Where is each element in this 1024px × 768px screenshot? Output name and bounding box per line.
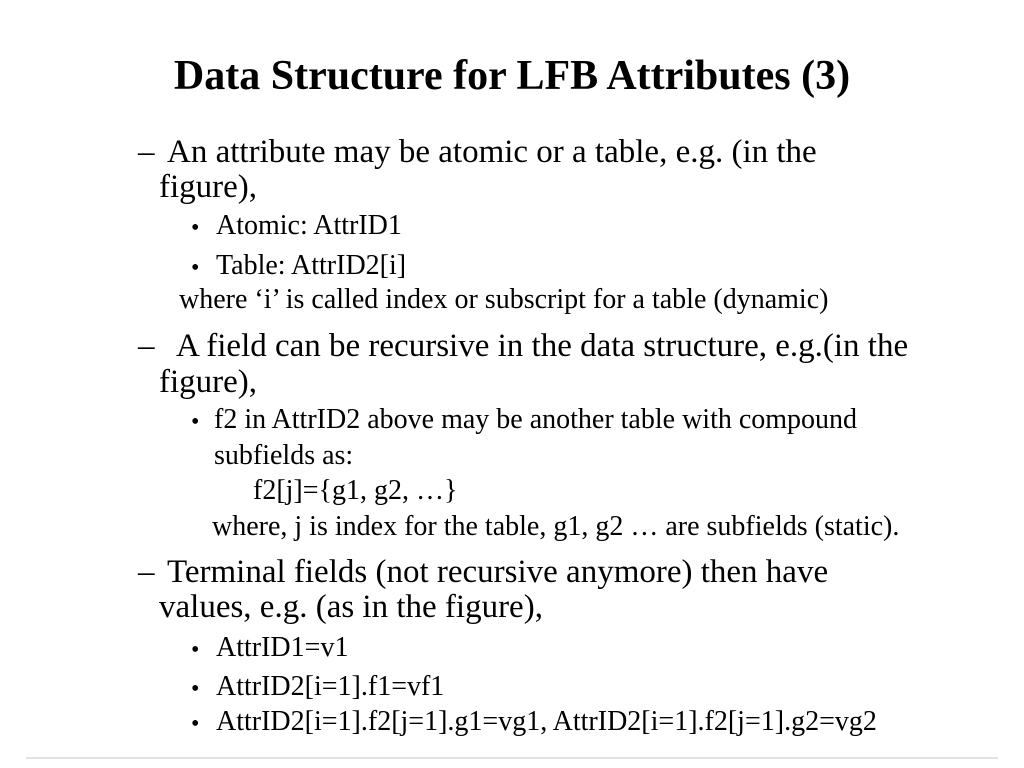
sub-bullet: AttrID2[i=1].f1=vf1 [216,671,445,702]
dash-marker: – [138,328,155,364]
heading-line: figure), [159,169,258,205]
sub-bullet-wrap: subfields as: [214,440,354,471]
bullet-marker: • [191,409,200,435]
sub-bullet: AttrID2[i=1].f2[j=1].g1=vg1, AttrID2[i=1].f2[j=1].g2=vg2 [216,706,877,737]
bullet-marker: • [191,711,200,737]
footer-divider [26,757,998,759]
slide-title: Data Structure for LFB Attributes (3) [173,53,851,99]
bullet-marker: • [191,637,200,663]
heading-line: Terminal fields (not recursive anymore) then have [167,554,829,590]
sub-bullet: AttrID1=v1 [216,632,349,663]
note-line: where ‘i’ is called index or subscript for a table (dynamic) [179,284,829,315]
formula-line: f2[j]={g1, g2, …} [253,475,458,506]
sub-bullet: Atomic: AttrID1 [216,210,402,241]
heading-line: A field can be recursive in the data structure, e.g.(in the [176,328,909,364]
heading-line: figure), [159,364,258,400]
sub-bullet: f2 in AttrID2 above may be another table with compound [214,404,858,435]
bullet-marker: • [191,255,200,281]
heading-line: An attribute may be atomic or a table, e.g. (in the [167,134,817,170]
bullet-marker: • [191,215,200,241]
dash-marker: – [138,134,155,170]
note-line: where, j is index for the table, g1, g2 … are subfields (static). [212,511,900,542]
heading-line: values, e.g. (as in the figure), [159,589,543,625]
dash-marker: – [138,554,155,590]
sub-bullet: Table: AttrID2[i] [216,250,407,281]
bullet-marker: • [191,676,200,702]
